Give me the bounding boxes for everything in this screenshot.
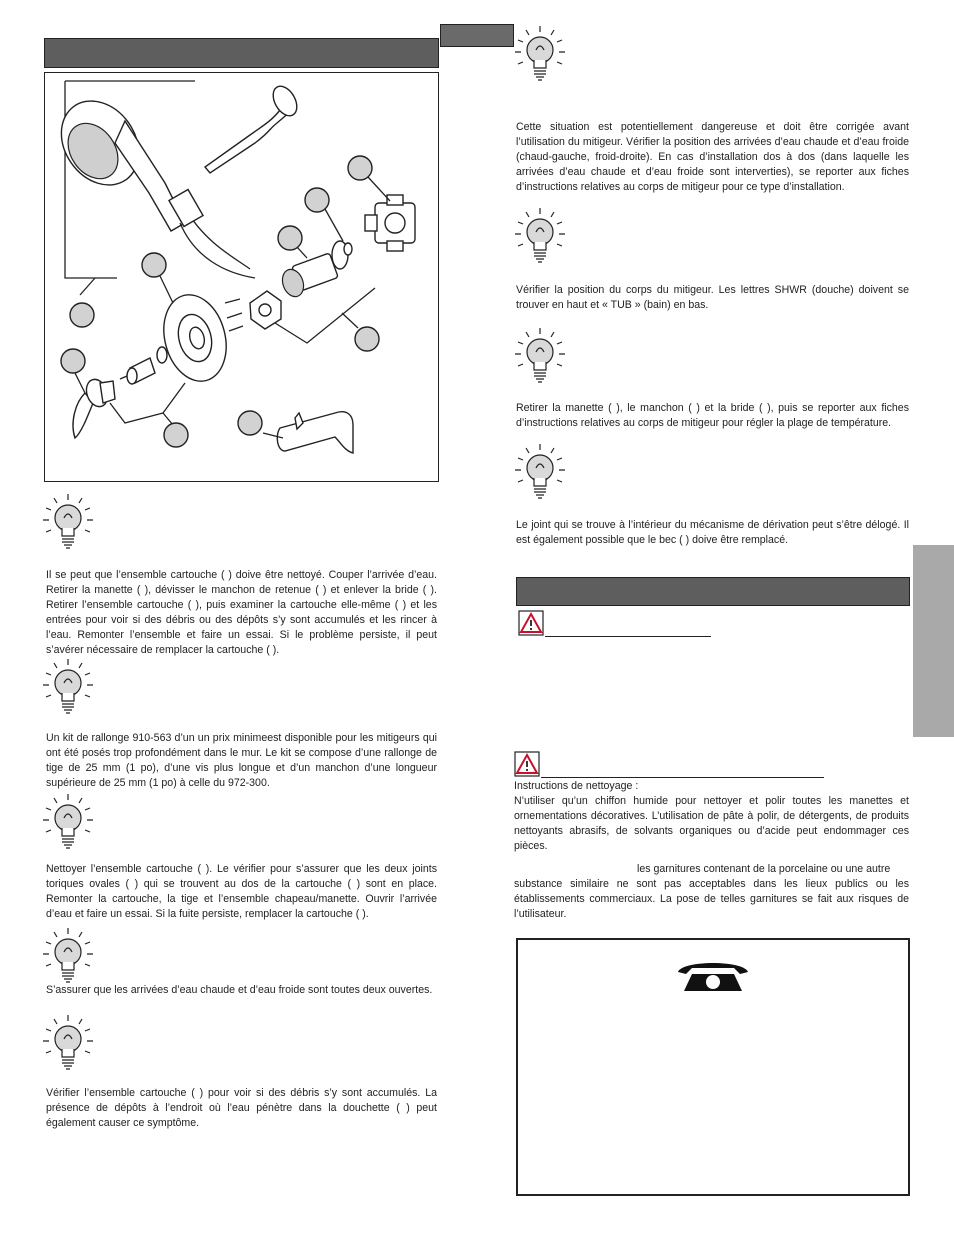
language-tab — [440, 24, 514, 47]
cleaning-body: N’utiliser qu’un chiffon humide pour nettoyer et polir toutes les manettes et ornementations décoratives. L’utilisation de pâte à polir, de détergents, de produits nettoyants abrasifs, de solvants organiques ou d’acide peut endommager ces pièces. — [514, 795, 909, 852]
callout-circle — [164, 423, 188, 447]
right-paragraph-1: Cette situation est potentiellement dangereuse et doit être corrigée avant l’utilisation du mitigeur. Vérifier la position des arrivées d’eau chaude et d’eau froide (chaud-gauche, froid-droite). En cas d’installation dos à dos (dans laquelle les arrivées d’eau chaude et d’eau froide sont interverties), se reporter aux fiches d’instructions relatives au corps de mitigeur pour ce type d’installation. — [516, 121, 909, 193]
callout-circle — [305, 188, 329, 212]
right-paragraph-4: Le joint qui se trouve à l’intérieur du mécanisme de dérivation peut s’être délogé. Il est également possible que le bec ( ) doive être remplacé. — [516, 519, 909, 546]
lightbulb-icon — [512, 326, 568, 386]
callout-circle — [61, 349, 85, 373]
right-paragraph-3: Retirer la manette ( ), le manchon ( ) et la bride ( ), puis se reporter aux fiches d’instructions relatives au corps de mitigeur pour régler la plage de température. — [516, 402, 909, 429]
side-tab — [913, 545, 954, 737]
porcelain-note-rest: substance similaire ne sont pas acceptables dans les lieux publics ou les établissements commerciaux. La pose de telles garnitures se fait aux risques de l’utilisateur. — [514, 878, 909, 920]
lightbulb-icon — [40, 492, 96, 552]
contact-box — [516, 938, 910, 1196]
left-paragraph-2: Un kit de rallonge 910-563 d’un un prix minimeest disponible pour les mitigeurs qui ont été posés trop profondément dans le mur. Le kit se compose d’une rallonge de tige de 25 mm (1 po), d’une vis plus longue et d’un manchon d’une longueur supérieure de 25 mm (1 po) à celle du 972-300. — [46, 732, 437, 789]
right-paragraph-2: Vérifier la position du corps du mitigeur. Les lettres SHWR (douche) doivent se trouver en haut et « TUB » (bain) en bas. — [516, 284, 909, 311]
lightbulb-icon — [40, 792, 96, 852]
porcelain-note-line1: les garnitures contenant de la porcelaine ou une autre — [637, 863, 891, 875]
left-paragraph-5: Vérifier l’ensemble cartouche ( ) pour voir si des débris s’y sont accumulés. La présence de dépôts à l’endroit où l’eau pénètre dans la douchette ( ) peut également causer ce symptôme. — [46, 1087, 437, 1129]
warning-underline — [541, 777, 824, 778]
callout-circle — [355, 327, 379, 351]
lightbulb-icon — [40, 657, 96, 717]
lightbulb-icon — [512, 442, 568, 502]
warning-triangle-icon — [514, 751, 540, 777]
left-paragraph-3: Nettoyer l’ensemble cartouche ( ). Le vérifier pour s’assurer que les deux joints toriques ovales ( ) qui se trouvent au dos de la cartouche ( ) sont en place. Remonter la cartouche, la tige et l’ensemble chapeau/manette. Ouvrir l’arrivée d’eau et faire un essai. Si la fuite persiste, remplacer la cartouche ( ). — [46, 863, 437, 920]
section-header-bar-left — [44, 38, 439, 68]
callout-circle — [70, 303, 94, 327]
warning-triangle-icon — [518, 610, 544, 636]
left-paragraph-1: Il se peut que l’ensemble cartouche ( ) doive être nettoyé. Couper l’arrivée d’eau. Retirer la manette ( ), dévisser le manchon de retenue ( ) et enlever la bride ( ). Retirer l’ensemble cartouche ( ), puis examiner la cartouche elle-même ( ) et les entrées pour voir si des débris ou des dépôts s’y sont accumulés et les rincer à l’eau. Remonter l’ensemble et faire un essai. Si le problème persiste, il peut s’avérer nécessaire de remplacer la cartouche ( ). — [46, 569, 437, 656]
section-header-bar-right — [516, 577, 910, 606]
lightbulb-icon — [512, 24, 568, 84]
lightbulb-icon — [512, 206, 568, 266]
callout-circle — [348, 156, 372, 180]
callout-circle — [278, 226, 302, 250]
telephone-icon — [674, 958, 752, 994]
parts-illustration — [45, 73, 438, 481]
lightbulb-icon — [40, 926, 96, 986]
warning-underline — [545, 636, 711, 637]
exploded-parts-diagram — [44, 72, 439, 482]
lightbulb-icon — [40, 1013, 96, 1073]
cleaning-heading: Instructions de nettoyage : — [514, 780, 639, 792]
callout-circle — [142, 253, 166, 277]
callout-circle — [238, 411, 262, 435]
left-paragraph-4: S’assurer que les arrivées d’eau chaude et d’eau froide sont toutes deux ouvertes. — [46, 984, 433, 996]
